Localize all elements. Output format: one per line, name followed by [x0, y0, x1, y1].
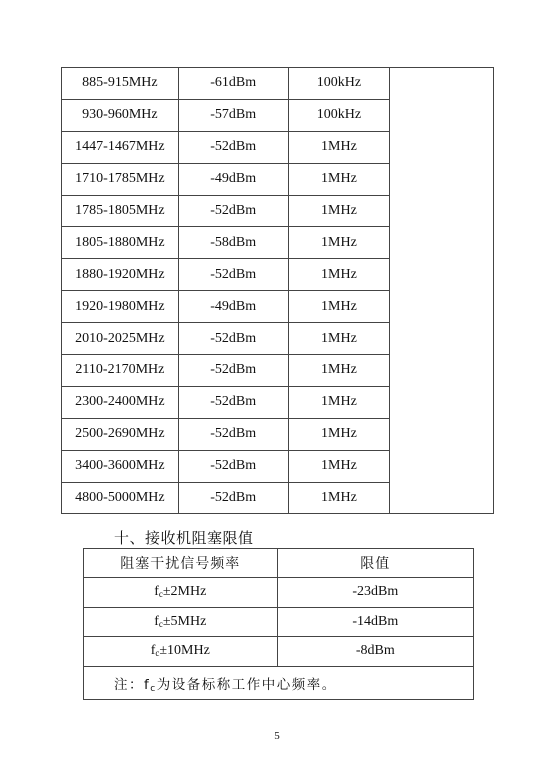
- limit-cell: -49dBm: [178, 291, 288, 323]
- bandwidth-cell: 1MHz: [288, 323, 390, 355]
- limit-cell: -52dBm: [178, 131, 288, 163]
- limit-cell: -52dBm: [178, 418, 288, 450]
- section-heading: 十、接收机阻塞限值: [114, 529, 254, 547]
- limit-cell: -8dBm: [277, 637, 473, 667]
- table-header-row: [84, 549, 474, 578]
- table-row: [62, 68, 494, 100]
- bandwidth-cell: 1MHz: [288, 227, 390, 259]
- table-row: [84, 637, 474, 667]
- frequency-range-cell: 2300-2400MHz: [62, 386, 179, 418]
- table-note: 注：$f_c$为设备标称工作中心频率。: [84, 666, 474, 699]
- interferer-frequency-cell: $f_c\pm 10MHz$: [84, 637, 278, 667]
- interferer-frequency-cell: $f_c\pm 5MHz$: [84, 607, 278, 637]
- limit-cell: -57dBm: [178, 99, 288, 131]
- bandwidth-cell: 1MHz: [288, 259, 390, 291]
- frequency-range-cell: 2500-2690MHz: [62, 418, 179, 450]
- table-row: [84, 578, 474, 608]
- frequency-range-cell: 885-915MHz: [62, 68, 179, 100]
- bandwidth-cell: 1MHz: [288, 131, 390, 163]
- column-header-frequency: 阻塞干扰信号频率: [84, 549, 278, 578]
- frequency-range-cell: 930-960MHz: [62, 99, 179, 131]
- frequency-range-cell: 1785-1805MHz: [62, 195, 179, 227]
- limit-cell: -61dBm: [178, 68, 288, 100]
- frequency-range-cell: 1880-1920MHz: [62, 259, 179, 291]
- merged-empty-cell: [390, 68, 494, 514]
- bandwidth-cell: 1MHz: [288, 291, 390, 323]
- limit-cell: -14dBm: [277, 607, 473, 637]
- frequency-range-cell: 2010-2025MHz: [62, 323, 179, 355]
- limit-cell: -49dBm: [178, 163, 288, 195]
- bandwidth-cell: 1MHz: [288, 195, 390, 227]
- bandwidth-cell: 100kHz: [288, 68, 390, 100]
- spurious-emission-table: [61, 67, 494, 514]
- note-row: [84, 666, 474, 699]
- blocking-limit-table: [83, 548, 474, 700]
- frequency-range-cell: 1447-1467MHz: [62, 131, 179, 163]
- page-number: 5: [274, 730, 280, 742]
- limit-cell: -23dBm: [277, 578, 473, 608]
- limit-cell: -52dBm: [178, 259, 288, 291]
- limit-cell: -52dBm: [178, 195, 288, 227]
- frequency-range-cell: 1805-1880MHz: [62, 227, 179, 259]
- bandwidth-cell: 1MHz: [288, 355, 390, 387]
- interferer-frequency-cell: $f_c\pm 2MHz$: [84, 578, 278, 608]
- frequency-range-cell: 2110-2170MHz: [62, 355, 179, 387]
- limit-cell: -52dBm: [178, 323, 288, 355]
- bandwidth-cell: 1MHz: [288, 163, 390, 195]
- frequency-range-cell: 3400-3600MHz: [62, 450, 179, 482]
- limit-cell: -52dBm: [178, 386, 288, 418]
- frequency-range-cell: 1920-1980MHz: [62, 291, 179, 323]
- limit-cell: -52dBm: [178, 482, 288, 514]
- bandwidth-cell: 1MHz: [288, 482, 390, 514]
- bandwidth-cell: 1MHz: [288, 386, 390, 418]
- table-row: [84, 607, 474, 637]
- frequency-range-cell: 4800-5000MHz: [62, 482, 179, 514]
- limit-cell: -58dBm: [178, 227, 288, 259]
- column-header-limit: 限值: [277, 549, 473, 578]
- limit-cell: -52dBm: [178, 355, 288, 387]
- bandwidth-cell: 1MHz: [288, 450, 390, 482]
- frequency-range-cell: 1710-1785MHz: [62, 163, 179, 195]
- bandwidth-cell: 100kHz: [288, 99, 390, 131]
- bandwidth-cell: 1MHz: [288, 418, 390, 450]
- limit-cell: -52dBm: [178, 450, 288, 482]
